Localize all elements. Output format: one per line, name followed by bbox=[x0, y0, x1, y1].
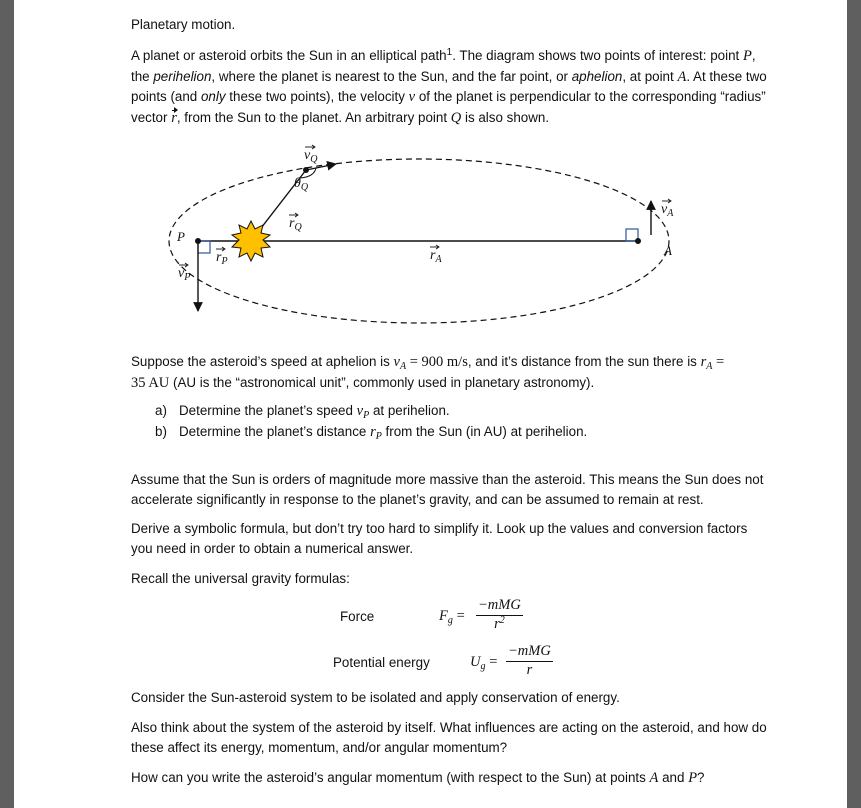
pe-denominator: r bbox=[526, 662, 533, 678]
term-aphelion: aphelion bbox=[571, 68, 623, 84]
intro-text-9: , from the Sun to the planet. An arbitrary point bbox=[176, 109, 451, 125]
equals-rA: = bbox=[712, 354, 725, 370]
recall-paragraph bbox=[131, 569, 771, 589]
term-perihelion: perihelion bbox=[153, 68, 212, 84]
consider-text: Consider the Sun-asteroid system to be isolated and apply conservation of energy. bbox=[131, 690, 620, 705]
part-b-text: Determine the planet’s distance bbox=[179, 423, 371, 439]
assume-paragraph bbox=[131, 470, 771, 509]
force-fraction bbox=[476, 597, 523, 633]
part-a-post: at perihelion. bbox=[369, 403, 450, 418]
pe-symbol: U bbox=[470, 654, 481, 670]
suppose-text-2: , and it’s distance from the sun there is bbox=[467, 354, 701, 369]
label-rA: $r_A$ bbox=[430, 248, 442, 265]
force-denominator bbox=[476, 616, 523, 633]
force-equals: = bbox=[456, 608, 465, 624]
label-vP: $v_P$ bbox=[178, 266, 191, 283]
part-a bbox=[131, 401, 771, 422]
howcan-symbol-P: P bbox=[688, 770, 698, 786]
pe-fraction bbox=[506, 643, 553, 679]
part-b-label: b) bbox=[155, 423, 167, 439]
part-a-sub: P bbox=[363, 410, 370, 421]
symbol-v: v bbox=[408, 89, 416, 105]
intro-text-6: . At these two points (and bbox=[131, 68, 767, 104]
label-thetaQ: $\theta_Q$ bbox=[294, 176, 309, 193]
intro-text-5: , at point bbox=[622, 68, 678, 84]
force-den-r: r bbox=[494, 616, 500, 632]
howcan-text-3: ? bbox=[697, 770, 705, 785]
think-paragraph bbox=[131, 718, 771, 757]
part-a-label: a) bbox=[155, 403, 167, 418]
force-numerator: −mMG bbox=[478, 597, 521, 613]
point-A-dot bbox=[635, 238, 641, 244]
orbit-diagram bbox=[154, 135, 714, 335]
symbol-rA: r bbox=[700, 354, 707, 370]
suppose-text-3: (AU is the “astronomical unit”, commonly used in planetary astronomy). bbox=[169, 374, 595, 390]
force-symbol: F bbox=[439, 608, 448, 624]
label-rQ: $r_Q$ bbox=[289, 216, 302, 233]
force-lhs bbox=[439, 608, 465, 625]
page-heading: Planetary motion. bbox=[131, 17, 236, 32]
pe-label: Potential energy bbox=[333, 655, 430, 670]
point-P-dot bbox=[195, 238, 201, 244]
intro-text-7: these two points), the velocity bbox=[225, 89, 409, 104]
suppose-text-1: Suppose the asteroid’s speed at aphelion is bbox=[131, 354, 394, 369]
howcan-text-2: and bbox=[658, 770, 689, 785]
footnote-mark: 1 bbox=[446, 47, 453, 58]
label-A: A bbox=[664, 243, 672, 258]
part-a-symbol: v bbox=[356, 403, 364, 419]
sub-A2: A bbox=[706, 361, 713, 372]
part-b-symbol: r bbox=[370, 423, 376, 440]
assume-text: Assume that the Sun is orders of magnitude more massive than the asteroid. This means the Sun does not accelerate significantly in response to the planet’s gravity, and can be assumed to remain at rest. bbox=[131, 472, 764, 507]
part-a-text: Determine the planet’s speed bbox=[179, 403, 357, 418]
pe-equals: = bbox=[489, 654, 498, 670]
howcan-paragraph bbox=[131, 768, 771, 789]
force-den-sup: 2 bbox=[499, 615, 505, 626]
term-only: only bbox=[200, 89, 226, 104]
point-Q-dot bbox=[303, 167, 309, 173]
sub-A: A bbox=[399, 361, 407, 372]
value-vA: = 900 m/s bbox=[406, 354, 468, 370]
symbol-r-vector: r bbox=[171, 109, 177, 129]
howcan-symbol-A: A bbox=[649, 770, 659, 786]
intro-text-4: , where the planet is nearest to the Sun, and the far point, or bbox=[211, 68, 572, 84]
symbol-P: P bbox=[742, 48, 752, 64]
suppose-paragraph bbox=[131, 352, 771, 393]
sun-icon bbox=[232, 221, 270, 261]
derive-text: Derive a symbolic formula, but don’t try too hard to simplify it. Look up the values and conversion factors you need in order to obtain a numerical answer. bbox=[131, 521, 748, 556]
pe-numerator: −mMG bbox=[508, 643, 551, 659]
pe-lhs bbox=[470, 654, 497, 671]
symbol-vA: v bbox=[393, 354, 400, 370]
intro-text-3: , the bbox=[131, 48, 756, 84]
intro-text-10: is also shown. bbox=[461, 109, 550, 125]
intro-text-1: A planet or asteroid orbits the Sun in an elliptical path bbox=[131, 48, 447, 63]
symbol-Q: Q bbox=[450, 109, 462, 126]
pe-sub: g bbox=[480, 661, 486, 672]
think-text: Also think about the system of the asteroid by itself. What influences are acting on the asteroid, and how do these affect its energy, momentum, and/or angular momentum? bbox=[131, 720, 767, 755]
document-page bbox=[14, 0, 847, 808]
label-vA: $v_A$ bbox=[661, 202, 674, 219]
consider-paragraph bbox=[131, 688, 771, 708]
question-parts bbox=[131, 401, 771, 442]
derive-paragraph bbox=[131, 519, 771, 558]
intro-text-2: . The diagram shows two points of interest: point bbox=[452, 48, 743, 63]
howcan-text-1: How can you write the asteroid’s angular momentum (with respect to the Sun) at points bbox=[131, 770, 650, 785]
intro-paragraph bbox=[131, 46, 771, 128]
label-P: P bbox=[177, 229, 185, 244]
force-label: Force bbox=[340, 609, 375, 624]
force-sub: g bbox=[447, 615, 453, 626]
label-rP: $r_P$ bbox=[216, 250, 228, 267]
recall-text: Recall the universal gravity formulas: bbox=[131, 571, 350, 586]
part-b bbox=[131, 422, 771, 443]
part-b-post: from the Sun (in AU) at perihelion. bbox=[381, 423, 588, 439]
label-vQ: $v_Q$ bbox=[304, 148, 318, 165]
symbol-A: A bbox=[677, 68, 687, 85]
value-rA: 35 AU bbox=[131, 374, 170, 391]
heading-block bbox=[131, 15, 771, 35]
part-b-sub: P bbox=[375, 430, 382, 442]
intro-text-8: of the planet is perpendicular to the corresponding “radius” vector bbox=[131, 89, 766, 125]
